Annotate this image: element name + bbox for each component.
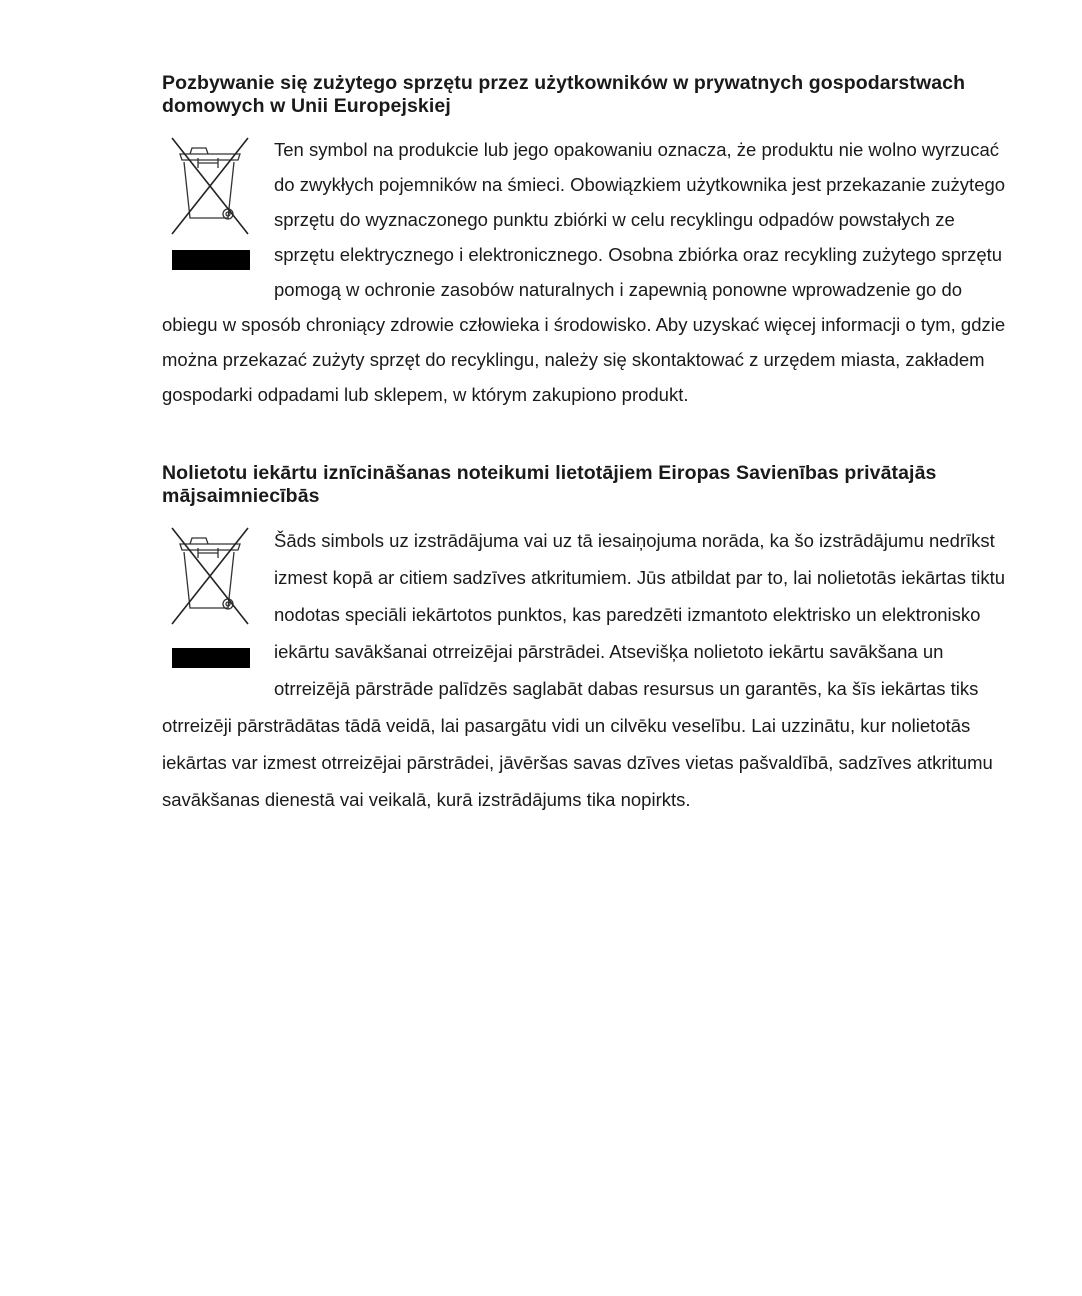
- section-heading: Nolietotu iekārtu iznīcināšanas noteikumi lietotājiem Eiropas Savienības privātajās mājsaimniecībās: [162, 462, 937, 507]
- weee-black-bar: [172, 648, 250, 668]
- crossed-out-wheelie-bin-icon: [162, 132, 258, 300]
- paragraph-block: [162, 522, 1012, 818]
- section-body-text: Šāds simbols uz izstrādājuma vai uz tā iesaiņojuma norāda, ka šo izstrādājumu nedrīkst izmest kopā ar citiem sadzīves atkritumiem. Jūs atbildat par to, lai nolietotās iekārtas tiktu nodotas speciāli iekārtotos punktos, kas paredzēti izmantoto elektrisko un elektronisko iekārtu savākšanai otrreizējai pārstrādei. Atsevišķa nolietoto iekārtu savākšana un otrreizējā pārstrāde palīdzēs saglabāt dabas resursus un garantēs, ka šīs iekārtas tiks otrreizēji pārstrādātas tādā veidā, lai pasargātu vidi un cilvēku veselību. Lai uzzinātu, kur nolietotās iekārtas var izmest otrreizējai pārstrādei, jāvēršas savas dzīves vietas pašvaldībā, sadzīves atkritumu savākšanas dienestā vai veikalā, kurā izstrādājums tika nopirkts.: [162, 530, 1006, 810]
- bin-graphic: [162, 132, 258, 244]
- weee-black-bar: [172, 250, 250, 270]
- bin-graphic: [162, 522, 258, 634]
- crossed-out-wheelie-bin-icon: [162, 522, 258, 697]
- section-latvian: [162, 462, 1012, 818]
- section-polish: [162, 72, 1012, 412]
- section-heading: Pozbywanie się zużytego sprzętu przez użytkowników w prywatnych gospodarstwach domowych w Unii Europejskiej: [162, 72, 966, 117]
- paragraph-block: [162, 132, 1012, 412]
- section-body-text: Ten symbol na produkcie lub jego opakowaniu oznacza, że produktu nie wolno wyrzucać do zwykłych pojemników na śmieci. Obowiązkiem użytkownika jest przekazanie zużytego sprzętu do wyznaczonego punktu zbiórki w celu recyklingu odpadów powstałych ze sprzętu elektrycznego i elektronicznego. Osobna zbiórka oraz recykling zużytego sprzętu pomogą w ochronie zasobów naturalnych i zapewnią ponowne wprowadzenie go do obiegu w sposób chroniący zdrowie człowieka i środowisko. Aby uzyskać więcej informacji o tym, gdzie można przekazać zużyty sprzęt do recyklingu, należy się skontaktować z urzędem miasta, zakładem gospodarki odpadami lub sklepem, w którym zakupiono produkt.: [162, 139, 1006, 405]
